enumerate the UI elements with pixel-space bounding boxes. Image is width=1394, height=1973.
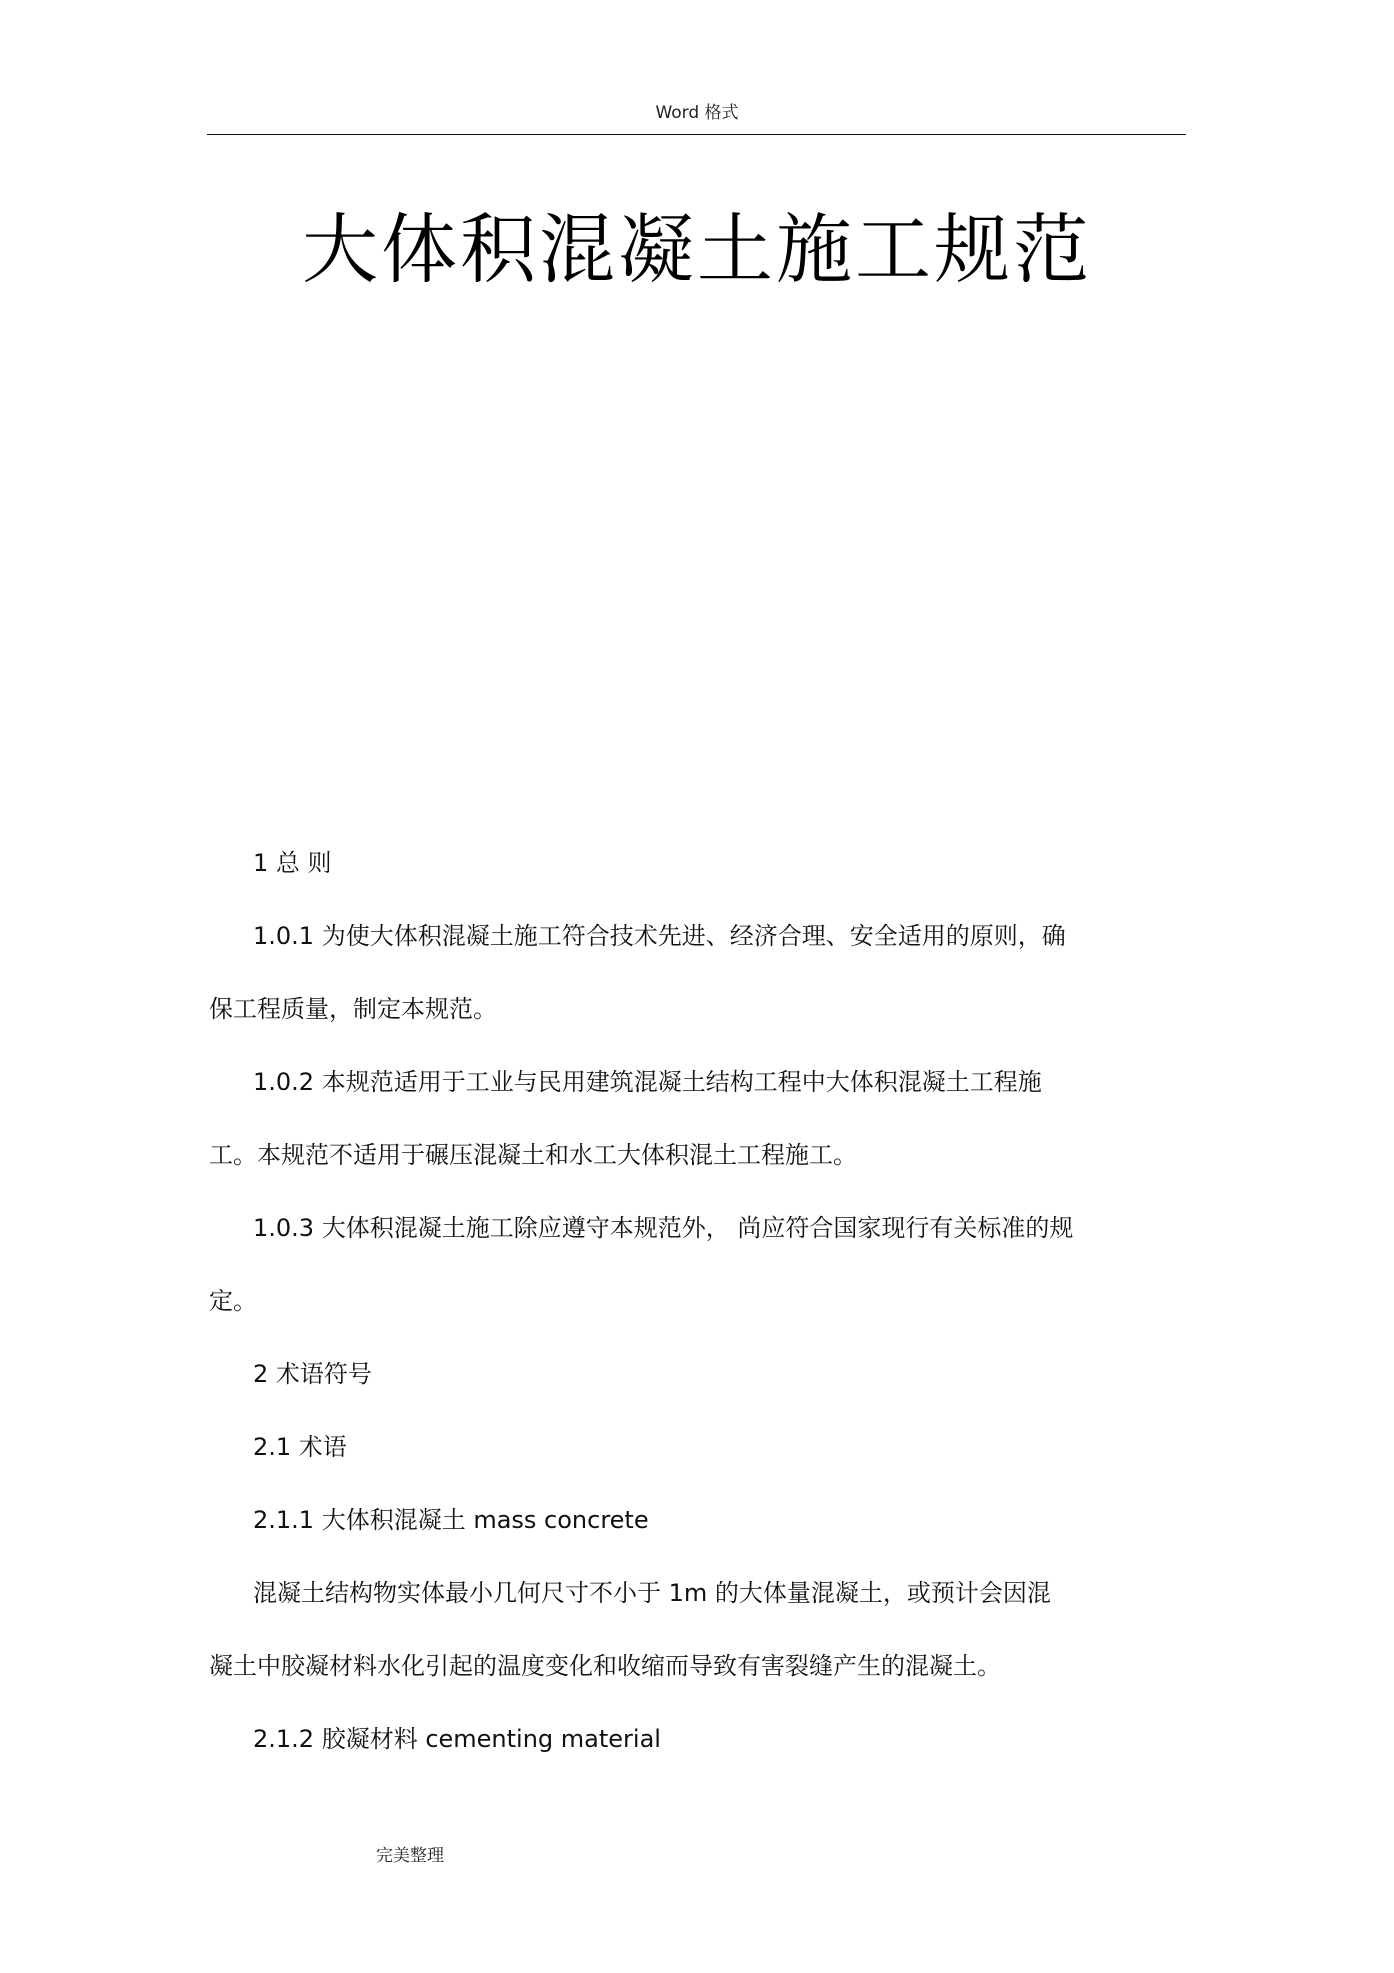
page-header: Word 格式 bbox=[655, 103, 739, 123]
term-2-1-1-definition-line-2: 凝土中胶凝材料水化引起的温度变化和收缩而导致有害裂缝产生的混凝土。 bbox=[209, 1652, 1001, 1680]
clause-1-0-3-line-2: 定。 bbox=[209, 1287, 257, 1315]
term-2-1-1-definition-line-1: 混凝土结构物实体最小几何尺寸不小于 1m 的大体量混凝土，或预计会因混 bbox=[253, 1579, 1051, 1607]
section-heading-general: 1 总 则 bbox=[253, 849, 332, 877]
clause-1-0-2-line-2: 工。本规范不适用于碾压混凝土和水工大体积混土工程施工。 bbox=[209, 1141, 857, 1169]
header-divider bbox=[207, 134, 1186, 135]
section-heading-terms: 2 术语符号 bbox=[253, 1360, 372, 1388]
page-footer: 完美整理 bbox=[376, 1846, 444, 1866]
clause-1-0-3-line-1: 1.0.3 大体积混凝土施工除应遵守本规范外， 尚应符合国家现行有关标准的规 bbox=[253, 1214, 1074, 1242]
clause-1-0-1-line-1: 1.0.1 为使大体积混凝土施工符合技术先进、经济合理、安全适用的原则，确 bbox=[253, 922, 1066, 950]
subsection-heading-terms: 2.1 术语 bbox=[253, 1433, 347, 1461]
document-title: 大体积混凝土施工规范 bbox=[302, 205, 1092, 294]
term-2-1-2-heading: 2.1.2 胶凝材料 cementing material bbox=[253, 1725, 661, 1753]
clause-1-0-2-line-1: 1.0.2 本规范适用于工业与民用建筑混凝土结构工程中大体积混凝土工程施 bbox=[253, 1068, 1042, 1096]
clause-1-0-1-line-2: 保工程质量，制定本规范。 bbox=[209, 995, 497, 1023]
term-2-1-1-heading: 2.1.1 大体积混凝土 mass concrete bbox=[253, 1506, 649, 1534]
